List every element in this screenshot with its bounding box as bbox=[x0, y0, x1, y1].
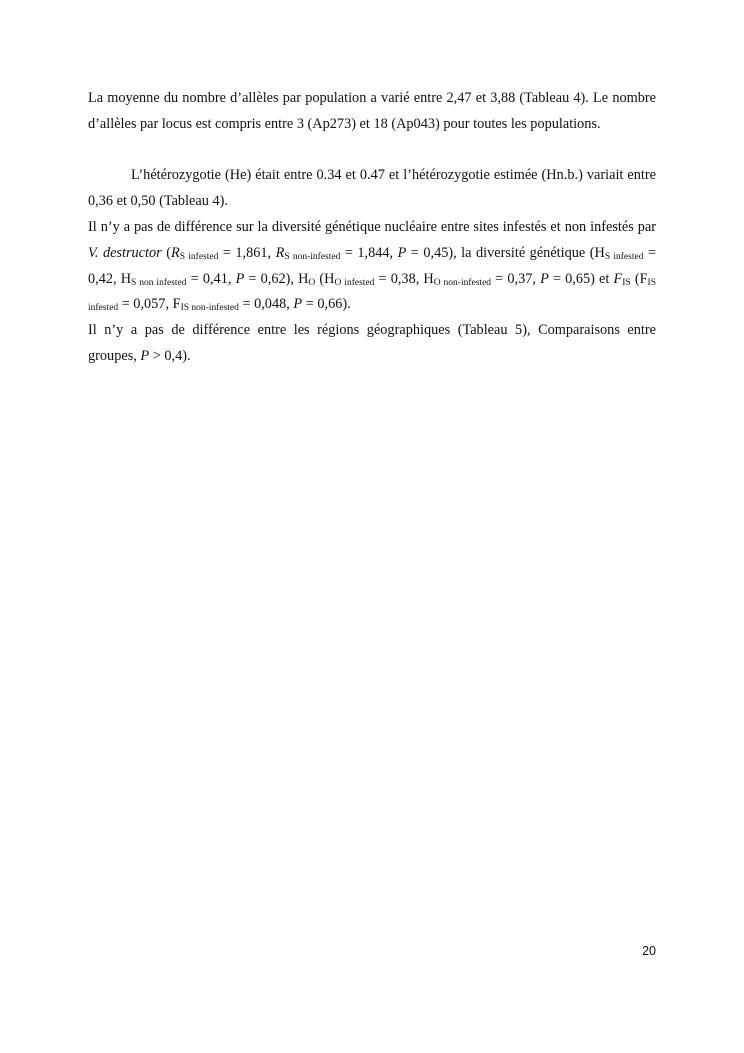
paragraph-allele-count: La moyenne du nombre d’allèles par population a varié entre 2,47 et 3,88 (Tableau 4). Le nombre d’allèles par locus est compris entre 3 (Ap273) et 18 (Ap043) pour toutes les populations. bbox=[88, 90, 656, 132]
paragraph-heterozygosity: L’hétérozygotie (He) était entre 0.34 et 0.47 et l’hétérozygotie estimée (Hn.b.) variait entre 0,36 et 0,50 (Tableau 4). bbox=[88, 167, 656, 210]
body-text bbox=[88, 86, 656, 370]
paragraph-spacer bbox=[88, 138, 656, 164]
paragraph-genetic-diversity: Il n’y a pas de différence sur la diversité génétique nucléaire entre sites infestés et non infestés par V. destructor ($R_{S infested} = 1,861$, $R_{S non-infested} = 1,844$, P = 0,45), la diversité génétique ($H_{S infested} = 0,42$, $H_{S non infested} = 0,41$, P = 0,62), $H_O$ ($H_{O infested} = 0,38$, $H_{O non-infested} = 0,37$, P = 0,65) et $F_{IS}$ ($F_{IS infested} = 0,057$, $F_{IS non-infested} = 0,048$, P = 0,66). bbox=[88, 218, 656, 314]
species-name: V. destructor bbox=[88, 244, 162, 261]
paragraph-geographic-regions: Il n’y a pas de différence entre les régions géographiques (Tableau 5), Comparaisons entre groupes, P > 0,4). bbox=[88, 322, 656, 364]
page-number: 20 bbox=[642, 944, 656, 958]
